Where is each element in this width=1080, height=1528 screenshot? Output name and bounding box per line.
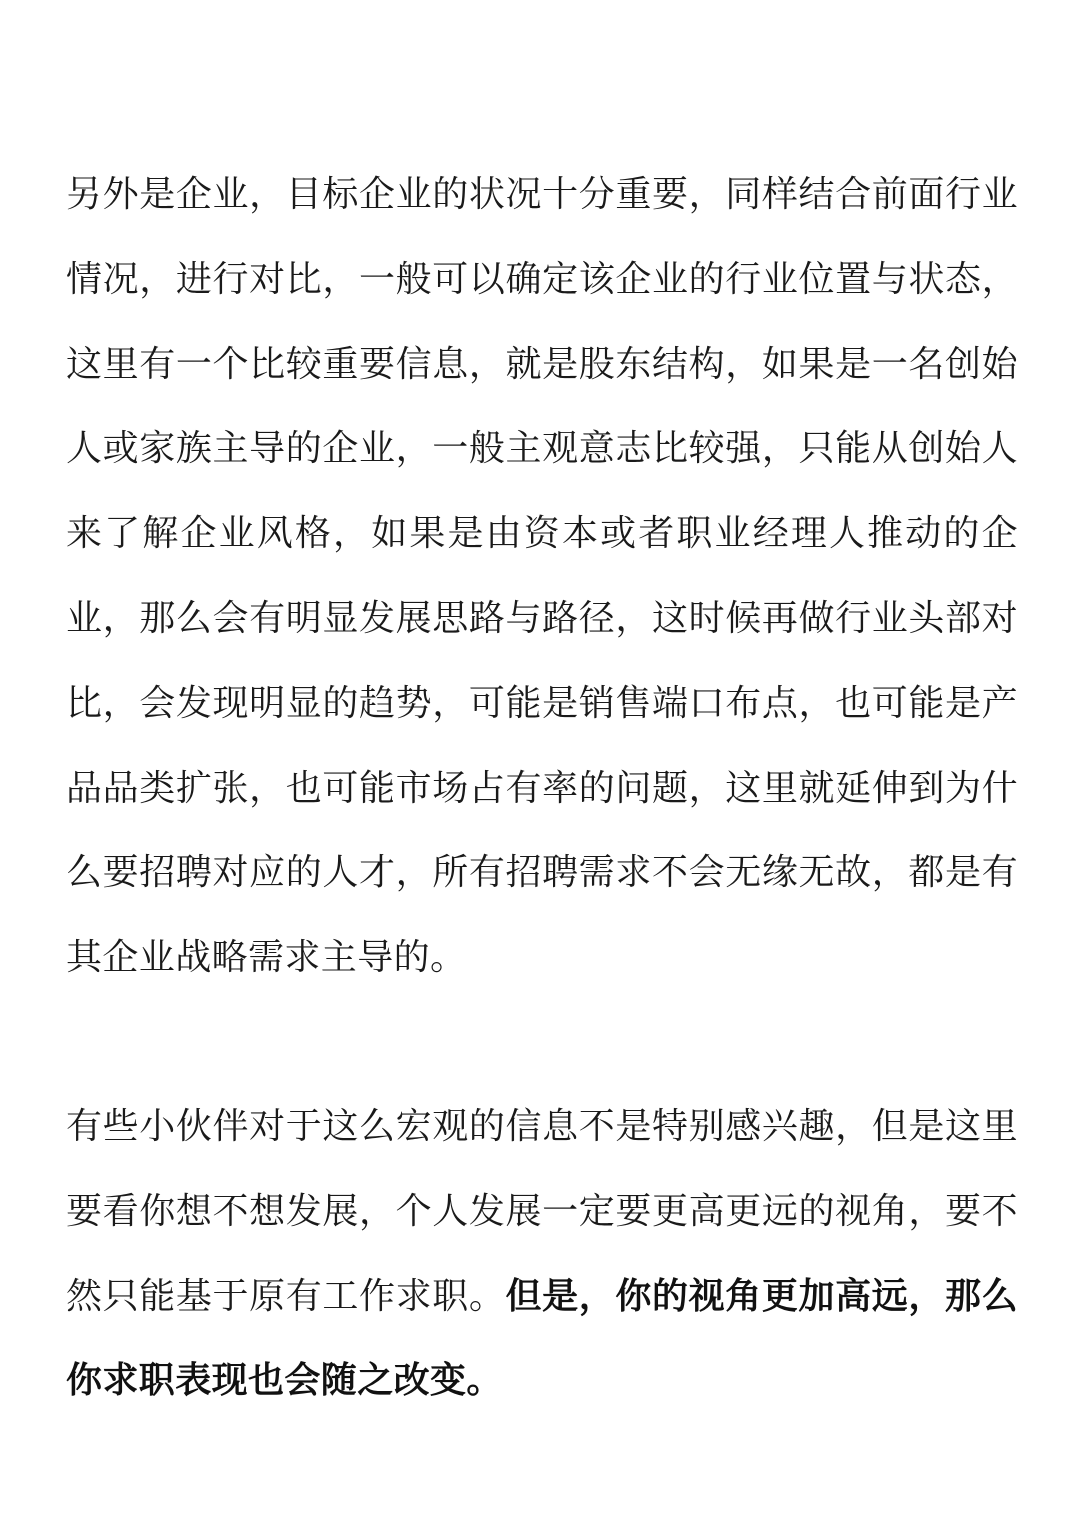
paragraph-1 — [66, 153, 1018, 1001]
paragraph-2-text: 有些小伙伴对于这么宏观的信息不是特别感兴趣，但是这里要看你想不想发展，个人发展一定要更高更远的视角，要不然只能基于原有工作求职。 — [66, 1105, 1018, 1317]
article-body — [66, 153, 1018, 1424]
paragraph-2 — [66, 1085, 1018, 1424]
paragraph-1-text: 另外是企业，目标企业的状况十分重要，同样结合前面行业情况，进行对比，一般可以确定该企业的行业位置与状态，这里有一个比较重要信息，就是股东结构，如果是一名创始人或家族主导的企业，一般主观意志比较强，只能从创始人来了解企业风格，如果是由资本或者职业经理人推动的企业，那么会有明显发展思路与路径，这时候再做行业头部对比，会发现明显的趋势，可能是销售端口布点，也可能是产品品类扩张，也可能市场占有率的问题，这里就延伸到为什么要招聘对应的人才，所有招聘需求不会无缘无故，都是有其企业战略需求主导的。 — [66, 174, 1018, 979]
paragraph-2-emphasis: 但是，你的视角更加高远，那么你求职表现也会随之改变。 — [66, 1275, 1018, 1402]
